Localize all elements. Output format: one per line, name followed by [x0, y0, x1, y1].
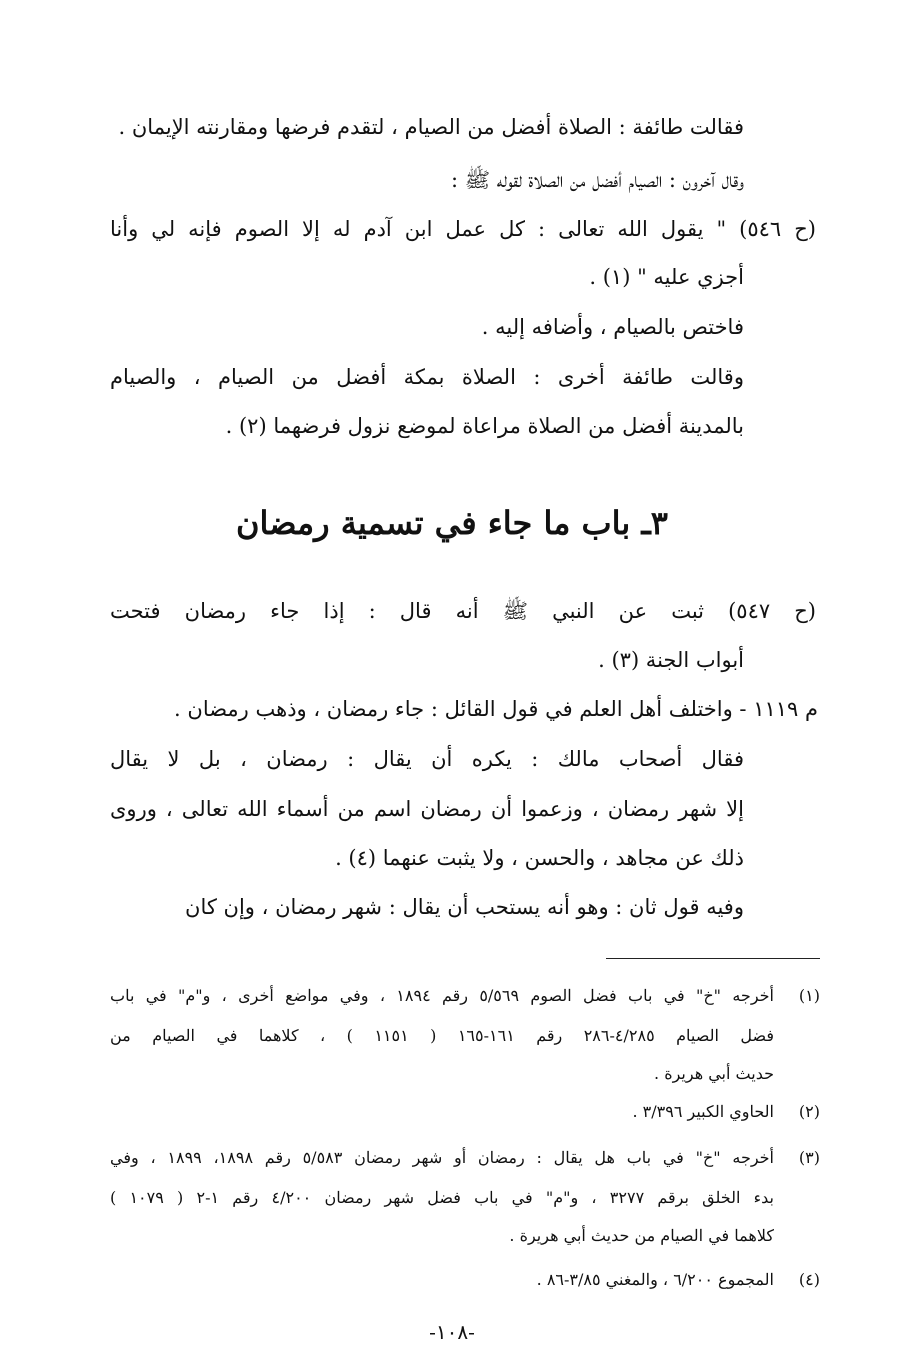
body-line-6: وقالت طائفة أخرى : الصلاة بمكة أفضل من الصيام ، والصيام: [110, 365, 744, 389]
section-line-5: إلا شهر رمضان ، وزعموا أن رمضان اسم من أسماء الله تعالى ، وروى: [110, 797, 744, 821]
section-line-4: فقال أصحاب مالك : يكره أن يقال : رمضان ، بل لا يقال: [110, 747, 744, 771]
section-line-7: وفيه قول ثان : وهو أنه يستحب أن يقال : شهر رمضان ، وإن كان: [185, 895, 744, 919]
footnote-separator: [606, 958, 820, 959]
hadith-546-line-1: (ح ٥٤٦) " يقول الله تعالى : كل عمل ابن آدم له إلا الصوم فإنه لي وأنا: [110, 217, 816, 241]
footnote-3-line-3: كلاهما في الصيام من حديث أبي هريرة .: [509, 1226, 774, 1245]
body-line-1: فقالت طائفة : الصلاة أفضل من الصيام ، لتقدم فرضها ومقارنته الإيمان .: [118, 115, 744, 139]
section-line-6: ذلك عن مجاهد ، والحسن ، ولا يثبت عنهما (٤) .: [335, 846, 744, 870]
footnote-3-number: (٣): [798, 1148, 820, 1167]
hadith-547-line-1: (ح ٥٤٧) ثبت عن النبي ﷺ أنه قال : إذا جاء رمضان فتحت: [110, 599, 816, 623]
footnote-1-line-3: حديث أبي هريرة .: [654, 1064, 774, 1083]
footnote-2-number: (٢): [798, 1102, 820, 1121]
body-line-7: بالمدينة أفضل من الصلاة مراعاة لموضع نزول فرضهما (٢) .: [225, 414, 744, 438]
footnote-3-line-1: أخرجه "خ" في باب هل يقال : رمضان أو شهر رمضان ٥/٥٨٣ رقم ١٨٩٨، ١٨٩٩ ، وفي: [110, 1148, 775, 1167]
footnote-1-line-2: فضل الصيام ٤/٢٨٥-٢٨٦ رقم ١٦١-١٦٥ ( ١١٥١ ) ، كلاهما في الصيام من: [110, 1026, 774, 1045]
hadith-546-line-2: أجزي عليه " (١) .: [589, 265, 744, 289]
footnote-3-line-2: بدء الخلق برقم ٣٢٧٧ ، و"م" في باب فضل شهر رمضان ٤/٢٠٠ رقم ١-٢ ( ١٠٧٩ ): [110, 1188, 774, 1207]
body-line-5: فاختص بالصيام ، وأضافه إليه .: [481, 315, 744, 339]
footnote-2-line-1: الحاوي الكبير ٣/٣٩٦ .: [632, 1102, 774, 1121]
footnote-4-number: (٤): [798, 1270, 820, 1289]
section-heading: ٣ـ باب ما جاء في تسمية رمضان: [236, 504, 668, 542]
footnote-1-line-1: أخرجه "خ" في باب فضل الصوم ٥/٥٦٩ رقم ١٨٩٤ ، وفي مواضع أخرى ، و"م" في باب: [110, 986, 774, 1005]
hadith-547-line-2: أبواب الجنة (٣) .: [598, 648, 744, 672]
body-line-2: وقال آخرون : الصيام أفضل من الصلاة لقوله ﷺ :: [450, 168, 744, 192]
footnote-4-line-1: المجموع ٦/٢٠٠ ، والمغني ٣/٨٥-٨٦ .: [536, 1270, 774, 1289]
page-number: -١٠٨-: [429, 1320, 475, 1344]
footnote-1-number: (١): [798, 986, 820, 1005]
masala-1119-line: م ١١١٩ - واختلف أهل العلم في قول القائل : جاء رمضان ، وذهب رمضان .: [174, 697, 818, 721]
